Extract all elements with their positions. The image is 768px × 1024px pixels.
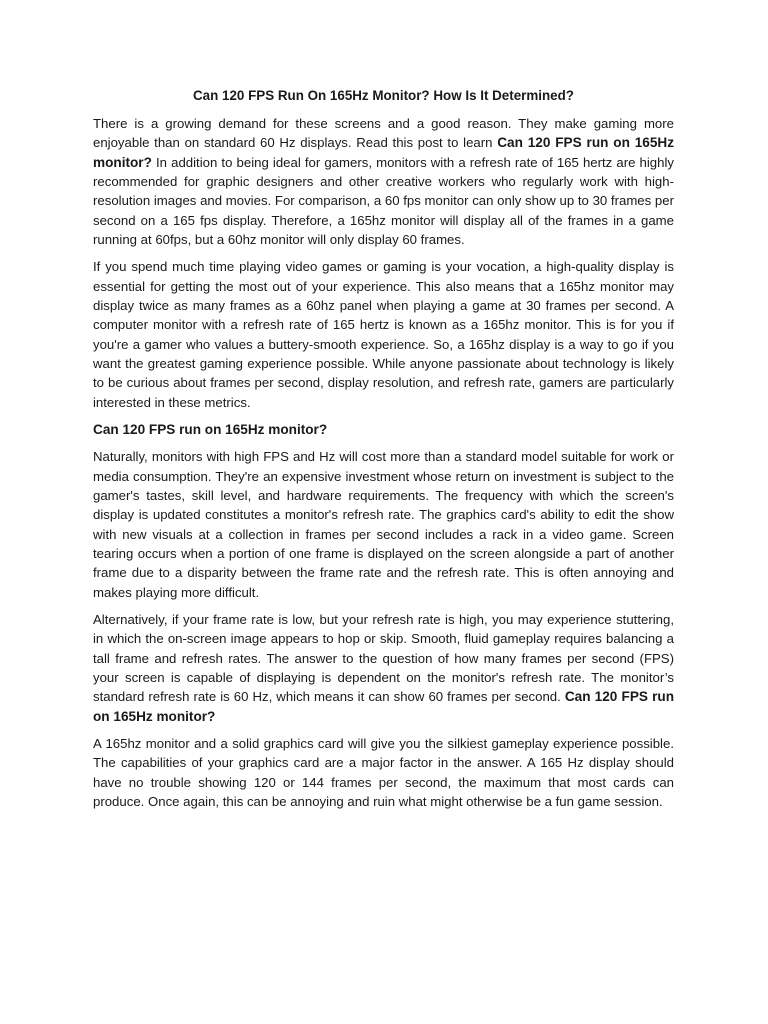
paragraph-intro-emphasis: Can 120 FPS run on 165Hz monitor? bbox=[93, 135, 675, 170]
title-subquestion: How Is It Determined? bbox=[433, 88, 574, 103]
paragraph-intro-text-b: In addition to being ideal for gamers, monitors with a refresh rate of 165 hertz are highly recommended for graphic designers and other creative workers who regularly work with high-resolution images and movies. For comparison, a 60 fps monitor can only show up to 30 frames per second on a 165 fps display. Therefore, a 165hz monitor will display all of the frames in a game running at 60fps, but a 60hz monitor will only display 60 frames. bbox=[93, 154, 674, 248]
paragraph-intro-text-a: There is a growing demand for these screens and a good reason. They make gaming more enjoyable than on standard 60 Hz displays. Read this post to learn bbox=[93, 116, 674, 151]
paragraph-gaming: If you spend much time playing video games or gaming is your vocation, a high-quality display is essential for getting the most out of your experience. This also means that a 165hz monitor may display twice as many frames as a 60hz panel when playing a game at 30 frames per second. A computer monitor with a refresh rate of 165 hertz is known as a 165hz monitor. This is for you if you're a gamer who values a buttery-smooth experience. So, a 165hz display is a way to go if you want the greatest gaming experience possible. While anyone passionate about technology is likely to be curious about frames per second, display resolution, and refresh rate, gamers are particularly interested in these metrics. bbox=[93, 259, 674, 410]
paragraph-conclusion: A 165hz monitor and a solid graphics card will give you the silkiest gameplay experience possible. The capabilities of your graphics card are a major factor in the answer. A 165 Hz display should have no trouble showing 120 or 144 frames per second, the maximum that most cards can produce. Once again, this can be annoying and ruin what might otherwise be a fun game session. bbox=[93, 735, 674, 809]
section-heading: Can 120 FPS run on 165Hz monitor? bbox=[93, 422, 328, 438]
paragraph-stuttering-emphasis: Can 120 FPS run on 165Hz monitor? bbox=[93, 689, 675, 724]
paragraph-stuttering bbox=[93, 610, 674, 726]
title-question: Can 120 FPS Run On 165Hz Monitor? bbox=[193, 88, 430, 103]
document-title bbox=[93, 86, 674, 105]
paragraph-cost: Naturally, monitors with high FPS and Hz will cost more than a standard model suitable for work or media consumption. They're an expensive investment whose return on investment is subject to the gamer's tastes, skill level, and hardware requirements. The frequency with which the screen's display is updated constitutes a monitor's refresh rate. The graphics card's ability to edit the show with new visuals at a collection in frames per second includes a rack in a video game. Screen tearing occurs when a portion of one frame is displayed on the screen alongside a part of another frame due to a disparity between the frame rate and the refresh rate. This is often annoying and makes playing more difficult. bbox=[93, 449, 674, 600]
paragraph-stuttering-text: Alternatively, if your frame rate is low, but your refresh rate is high, you may experience stuttering, in which the on-screen image appears to hop or skip. Smooth, fluid gameplay requires balancing a tall frame and refresh rates. The answer to the question of how many frames per second (FPS) your screen is capable of displaying is dependent on the monitor's refresh rate. The monitor’s standard refresh rate is 60 Hz, which means it can show 60 frames per second. bbox=[93, 611, 674, 705]
paragraph-intro bbox=[93, 114, 674, 249]
